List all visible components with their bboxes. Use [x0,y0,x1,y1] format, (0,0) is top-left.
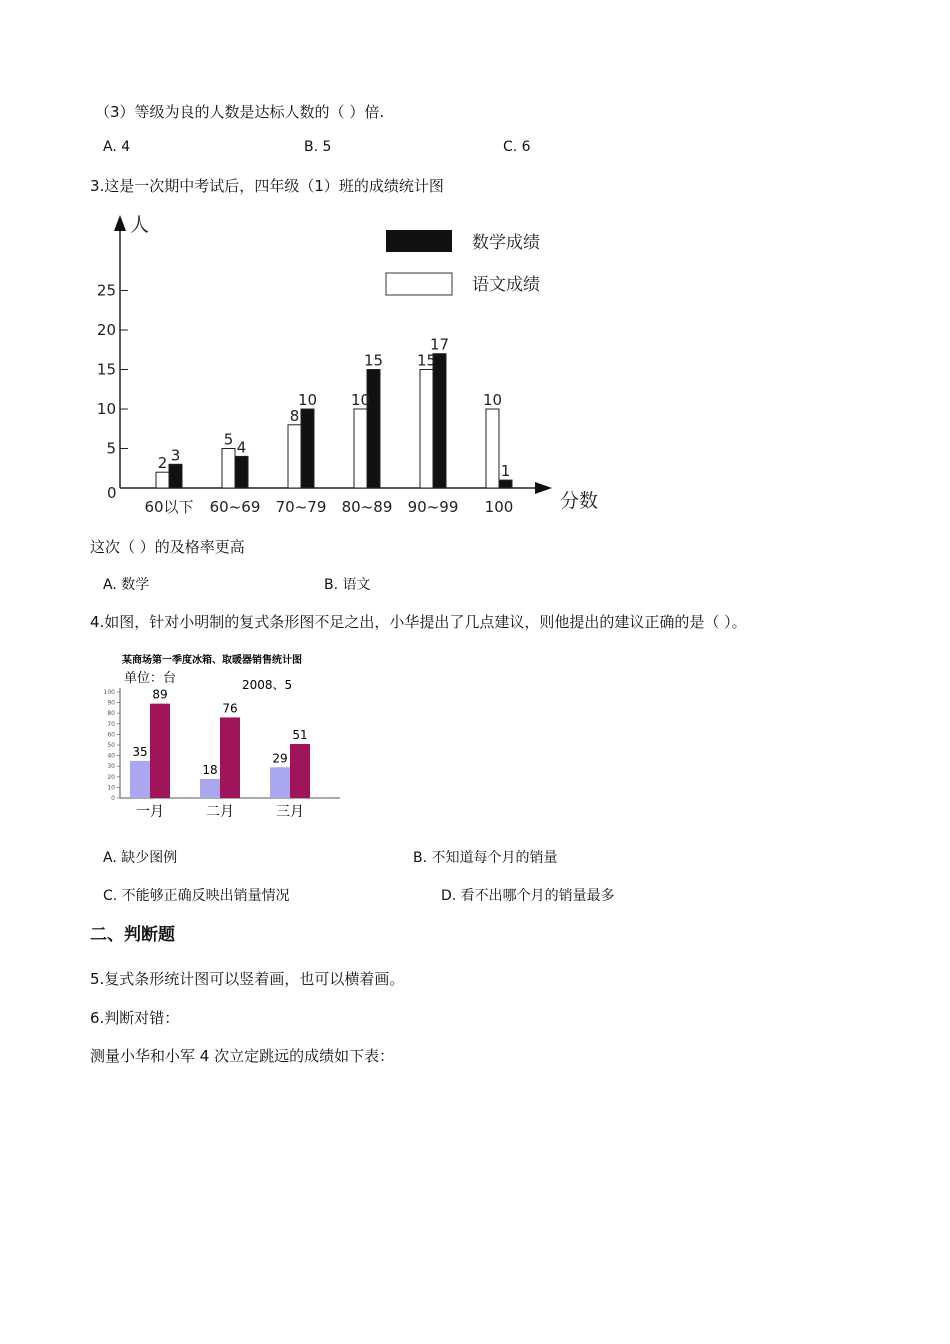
q4-option-a[interactable]: A. 缺少图例 [103,850,178,866]
sales-x-tick-label: 二月 [206,804,234,820]
bar-math [499,480,512,488]
bar-value-label: 4 [236,438,247,457]
bar-value-label: 15 [363,351,384,370]
x-tick-label: 80~89 [341,498,393,516]
bar-heater [290,744,310,798]
x-axis-label: 分数 [560,490,599,512]
y-tick-label: 25 [96,281,116,300]
q4-stem: 4.如图，针对小明制的复式条形图不足之出，小华提出了几点建议，则他提出的建议正确的是（ ）。 [90,613,747,631]
bar-chinese [222,449,235,489]
y-axis-label: 人 [130,214,150,236]
y-tick-label: 10 [96,400,116,418]
bar-chinese [420,370,433,489]
q6-stem: 6.判断对错： [90,1009,180,1027]
x-tick-label: 100 [484,498,514,516]
bar-value-label: 17 [429,335,450,354]
bar-value-label: 10 [297,391,318,409]
legend-swatch-chinese [386,273,452,295]
bar-value-label: 5 [223,430,234,449]
bar-fridge [270,767,290,798]
grades-chart-bars [156,351,512,488]
bar-value-label: 3 [170,446,181,465]
x-axis-arrow-icon [535,482,552,494]
sales-y-tick-label: 20 [107,773,115,781]
sales-chart-title: 某商场第一季度冰箱、取暖器销售统计图 [122,655,302,666]
y-axis-arrow-icon [114,215,126,231]
sales-y-tick-label: 70 [107,720,115,728]
bar-value-label: 15 [416,351,437,370]
x-tick-label: 60以下 [144,498,194,516]
q3-option-a[interactable]: A. 数学 [103,577,150,593]
sales-y-tick-label: 60 [107,731,115,739]
bar-fridge [200,779,220,798]
q4-option-b[interactable]: B. 不知道每个月的销量 [413,850,558,866]
bar-math [235,456,248,488]
q4-option-d[interactable]: D. 看不出哪个月的销量最多 [441,888,615,904]
bar-heater [220,717,240,798]
bar-value-label: 51 [292,727,308,742]
sales-y-tick-label: 0 [111,795,115,802]
y-tick-label: 20 [96,321,116,339]
q3-option-b[interactable]: B. 语文 [324,577,371,593]
q3-question: 这次（ ）的及格率更高 [90,538,245,556]
q3-part3-option-a[interactable]: A. 4 [103,139,131,155]
sales-y-tick-label: 90 [107,699,115,707]
legend-label-math: 数学成绩 [472,233,540,253]
sales-y-tick-label: 30 [107,763,115,771]
x-tick-label: 60~69 [209,498,261,516]
sales-y-tick-label: 40 [107,752,115,760]
sales-chart-date: 2008、5 [242,678,293,692]
y-tick-label: 0 [107,484,117,502]
bar-value-label: 10 [482,391,503,409]
bar-math [169,464,182,488]
sales-y-tick-label: 10 [107,784,115,792]
sales-x-tick-label: 一月 [136,804,164,820]
bar-value-label: 8 [289,406,300,425]
bar-value-label: 29 [272,751,288,766]
q3-stem: 3.这是一次期中考试后，四年级（1）班的成绩统计图 [90,177,444,195]
y-tick-label: 15 [96,360,116,379]
bar-value-label: 10 [350,391,371,409]
bar-chinese [156,472,169,488]
bar-heater [150,704,170,798]
bar-chinese [486,409,499,488]
q6-sub: 测量小华和小军 4 次立定跳远的成绩如下表： [90,1047,395,1065]
q5-stem: 5.复式条形统计图可以竖着画，也可以横着画。 [90,970,405,988]
q3-part3-option-b[interactable]: B. 5 [304,139,332,155]
q3-part3-option-c[interactable]: C. 6 [503,139,531,155]
grades-chart-legend [386,230,540,295]
legend-label-chinese: 语文成绩 [472,275,540,295]
bar-math [367,370,380,489]
bar-value-label: 18 [202,762,218,777]
sales-y-tick-label: 80 [107,710,115,718]
q4-option-c[interactable]: C. 不能够正确反映出销量情况 [103,888,290,904]
x-tick-label: 90~99 [407,498,459,516]
q3-part3-stem: （3）等级为良的人数是达标人数的（ ）倍. [95,103,385,121]
bar-chinese [354,409,367,488]
bar-chinese [288,425,301,488]
sales-y-tick-label: 100 [103,689,115,696]
bar-math [301,409,314,488]
grades-bar-chart [90,205,620,523]
y-tick-label: 5 [106,439,116,458]
sales-y-tick-label: 50 [107,742,115,749]
bar-value-label: 89 [152,687,168,702]
section-2-title: 二、判断题 [90,925,175,945]
grades-chart-labels [144,336,513,516]
bar-math [433,354,446,488]
legend-swatch-math [386,230,452,252]
sales-bar-chart [92,648,342,828]
bar-value-label: 1 [500,462,511,481]
bar-value-label: 76 [222,701,238,716]
bar-value-label: 2 [157,454,168,473]
sales-x-tick-label: 三月 [276,804,304,820]
bar-value-label: 35 [132,744,148,759]
bar-fridge [130,761,150,798]
x-tick-label: 70~79 [275,498,327,516]
sales-chart-unit: 单位：台 [124,671,177,686]
